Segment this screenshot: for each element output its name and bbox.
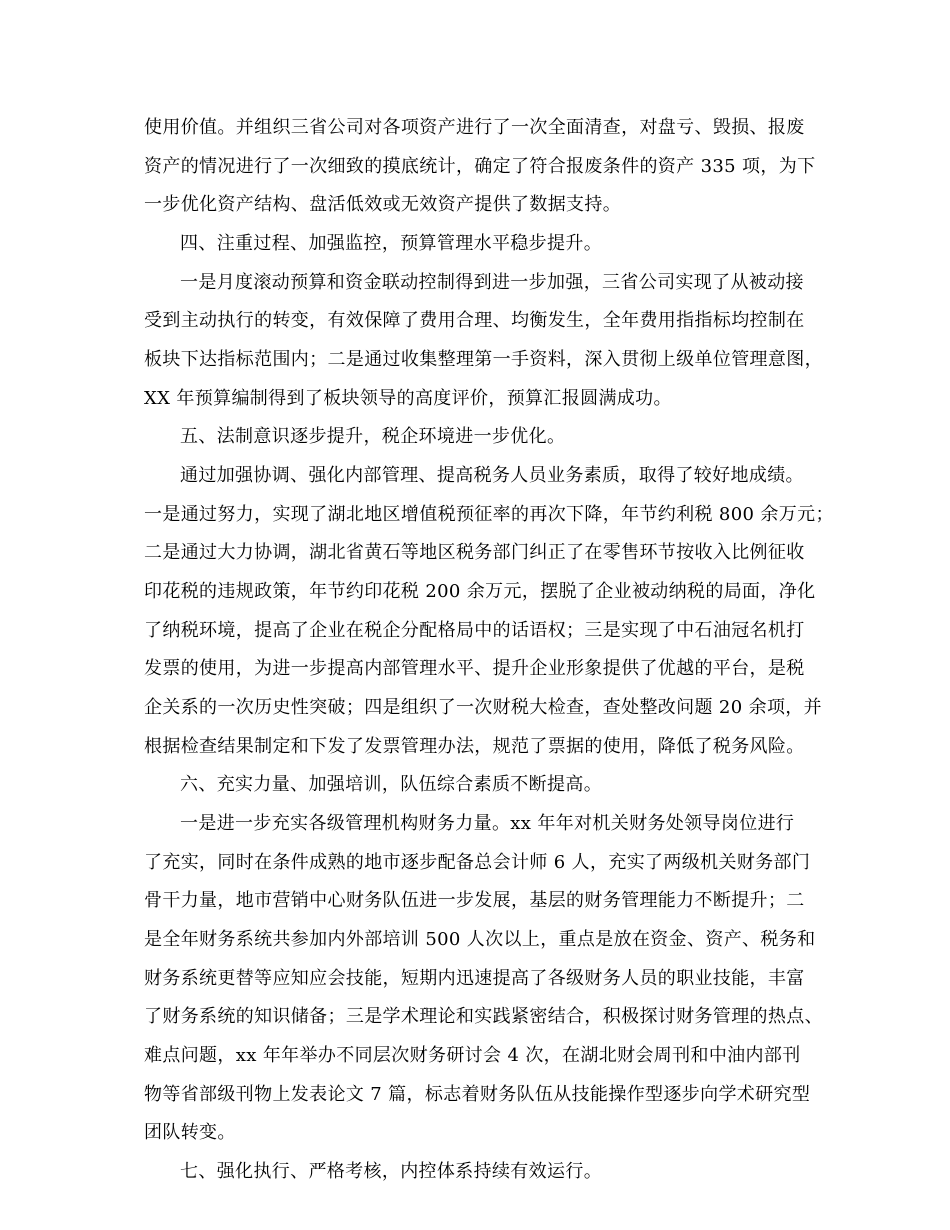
text-line: 团队转变。	[144, 1122, 236, 1143]
text-line: 一是通过努力，实现了湖北地区增值税预征率的再次下降，年节约利税 800 余万元；	[144, 504, 834, 525]
section-heading: 五、法制意识逐步提升，税企环境进一步优化。	[180, 426, 566, 447]
text-line: 企关系的一次历史性突破；四是组织了一次财税大检查，查处整改问题 20 余项，并	[144, 697, 822, 718]
text-line: 通过加强协调、强化内部管理、提高税务人员业务素质，取得了较好地成绩。	[180, 465, 804, 486]
text-line: 骨干力量，地市营销中心财务队伍进一步发展，基层的财务管理能力不断提升；二	[144, 890, 805, 911]
text-line: 财务系统更替等应知应会技能，短期内迅速提高了各级财务人员的职业技能，丰富	[144, 968, 805, 989]
text-line: 了财务系统的知识储备；三是学术理论和实践紧密结合，积极探讨财务管理的热点、	[144, 1006, 823, 1027]
text-line: 物等省部级刊物上发表论文 7 篇，标志着财务队伍从技能操作型逐步向学术研究型	[144, 1084, 811, 1105]
section-heading: 七、强化执行、严格考核，内控体系持续有效运行。	[180, 1161, 603, 1182]
text-line: 使用价值。并组织三省公司对各项资产进行了一次全面清查，对盘亏、毁损、报废	[144, 117, 805, 138]
text-line: 一步优化资产结构、盘活低效或无效资产提供了数据支持。	[144, 194, 622, 215]
text-line: 资产的情况进行了一次细致的摸底统计，确定了符合报废条件的资产 335 项，为下	[144, 156, 816, 177]
text-line: 二是通过大力协调，湖北省黄石等地区税务部门纠正了在零售环节按收入比例征收	[144, 542, 805, 563]
text-line: 印花税的违规政策，年节约印花税 200 余万元，摆脱了企业被动纳税的局面，净化	[144, 581, 816, 602]
text-line: 一是月度滚动预算和资金联动控制得到进一步加强，三省公司实现了从被动接	[180, 272, 804, 293]
section-heading: 四、注重过程、加强监控，预算管理水平稳步提升。	[180, 233, 603, 254]
text-line: 是全年财务系统共参加内外部培训 500 人次以上，重点是放在资金、资产、税务和	[144, 929, 816, 950]
text-line: 了纳税环境，提高了企业在税企分配格局中的话语权；三是实现了中石油冠名机打	[144, 620, 805, 641]
section-heading: 六、充实力量、加强培训，队伍综合素质不断提高。	[180, 774, 603, 795]
text-line: 了充实，同时在条件成熟的地市逐步配备总会计师 6 人，充实了两级机关财务部门	[144, 852, 811, 873]
text-line: 根据检查结果制定和下发了发票管理办法，规范了票据的使用，降低了税务风险。	[144, 736, 805, 757]
text-line: 板块下达指标范围内；二是通过收集整理第一手资料，深入贯彻上级单位管理意图，	[144, 349, 823, 370]
text-line: XX 年预算编制得到了板块领导的高度评价，预算汇报圆满成功。	[144, 388, 672, 409]
text-line: 一是进一步充实各级管理机构财务力量。xx 年年对机关财务处领导岗位进行	[180, 813, 795, 834]
text-line: 受到主动执行的转变，有效保障了费用合理、均衡发生，全年费用指指标均控制在	[144, 310, 805, 331]
text-line: 难点问题，xx 年年举办不同层次财务研讨会 4 次，在湖北财会周刊和中油内部刊	[144, 1045, 801, 1066]
text-line: 发票的使用，为进一步提高内部管理水平、提升企业形象提供了优越的平台，是税	[144, 658, 805, 679]
